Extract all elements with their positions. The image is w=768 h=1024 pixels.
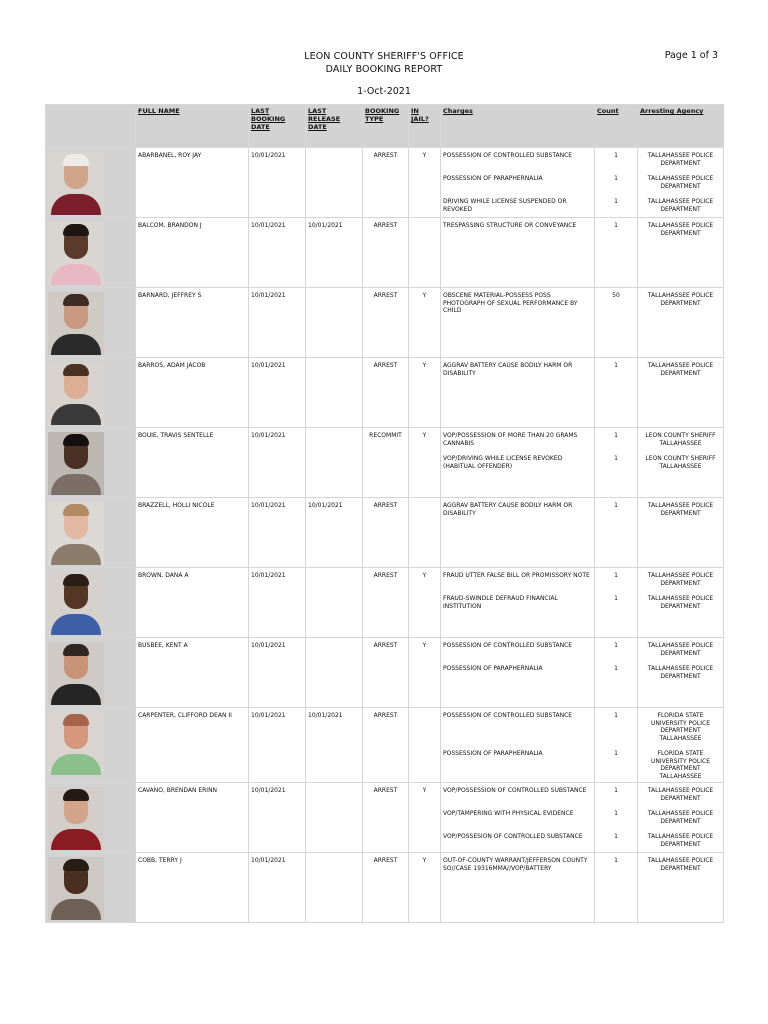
count-cell [595, 358, 638, 428]
count-cell [595, 218, 638, 288]
table-row [46, 638, 724, 708]
table-row [46, 498, 724, 568]
agency-cell [638, 638, 724, 708]
last-booking-date: 10/01/2021 [249, 638, 306, 708]
last-release-date: 10/01/2021 [306, 218, 363, 288]
photo-cell [46, 498, 136, 568]
agency-cell [638, 708, 724, 783]
charge-count: 1 [614, 642, 618, 649]
arresting-agency: TALLAHASSEE POLICE DEPARTMENT [647, 292, 714, 307]
last-booking-date: 10/01/2021 [249, 783, 306, 853]
mugshot-shirt [51, 474, 101, 495]
charge-description: FRAUD UTTER FALSE BILL OR PROMISSORY NOTE [443, 572, 590, 579]
arresting-agency: TALLAHASSEE POLICE DEPARTMENT [647, 857, 714, 872]
charge-description: AGGRAV BATTERY CAUSE BODILY HARM OR DISABILITY [443, 502, 573, 517]
arresting-agency: TALLAHASSEE POLICE DEPARTMENT [647, 572, 714, 587]
charge-count: 1 [614, 665, 618, 672]
mugshot-hair [63, 859, 89, 871]
charges-cell [441, 708, 595, 783]
charges-cell [441, 498, 595, 568]
table-body [46, 148, 724, 923]
mugshot-hair [63, 714, 89, 726]
in-jail [409, 498, 441, 568]
charges-cell [441, 853, 595, 923]
charge-count: 1 [614, 810, 618, 817]
arresting-agency: TALLAHASSEE POLICE DEPARTMENT [647, 595, 714, 610]
table-row [46, 568, 724, 638]
charge-count: 50 [612, 292, 620, 299]
full-name: BALCOM, BRANDON J [136, 218, 249, 288]
last-booking-date: 10/01/2021 [249, 428, 306, 498]
agency-cell [638, 358, 724, 428]
mugshot-shirt [51, 334, 101, 355]
booking-type: ARREST [363, 568, 409, 638]
booking-type: RECOMMIT [363, 428, 409, 498]
arresting-agency: FLORIDA STATE UNIVERSITY POLICE DEPARTMENT TALLAHASSEE [651, 750, 710, 780]
charge-count: 1 [614, 857, 618, 864]
booking-type: ARREST [363, 638, 409, 708]
mugshot-photo [48, 572, 104, 635]
arresting-agency: TALLAHASSEE POLICE DEPARTMENT [647, 787, 714, 802]
charge-count: 1 [614, 222, 618, 229]
last-booking-date: 10/01/2021 [249, 853, 306, 923]
report-date: 1-Oct-2021 [357, 86, 411, 97]
agency-cell [638, 853, 724, 923]
mugshot-hair [63, 294, 89, 306]
charge-description: DRIVING WHILE LICENSE SUSPENDED OR REVOKED [443, 198, 567, 213]
table-row [46, 218, 724, 288]
photo-cell [46, 638, 136, 708]
charges-cell [441, 148, 595, 218]
photo-cell [46, 428, 136, 498]
mugshot-hair [63, 789, 89, 801]
charges-cell [441, 783, 595, 853]
charges-cell [441, 218, 595, 288]
last-release-date: 10/01/2021 [306, 498, 363, 568]
table-row [46, 853, 724, 923]
charge-description: POSSESSION OF PARAPHERNALIA [443, 175, 543, 182]
last-release-date [306, 288, 363, 358]
charge-count: 1 [614, 787, 618, 794]
table-row [46, 358, 724, 428]
photo-cell [46, 218, 136, 288]
charge-count: 1 [614, 455, 618, 462]
photo-cell [46, 358, 136, 428]
arresting-agency: FLORIDA STATE UNIVERSITY POLICE DEPARTMENT TALLAHASSEE [651, 712, 710, 742]
mugshot-shirt [51, 684, 101, 705]
full-name: COBB, TERRY J [136, 853, 249, 923]
count-cell [595, 288, 638, 358]
mugshot-photo [48, 152, 104, 215]
in-jail: Y [409, 288, 441, 358]
mugshot-photo [48, 712, 104, 775]
charge-count: 1 [614, 750, 618, 757]
photo-cell [46, 853, 136, 923]
full-name: CARPENTER, CLIFFORD DEAN II [136, 708, 249, 783]
last-release-date [306, 568, 363, 638]
booking-type: ARREST [363, 218, 409, 288]
arresting-agency: TALLAHASSEE POLICE DEPARTMENT [647, 833, 714, 848]
charge-count: 1 [614, 432, 618, 439]
table-row [46, 783, 724, 853]
charge-count: 1 [614, 595, 618, 602]
report-title: DAILY BOOKING REPORT [325, 64, 443, 75]
mugshot-shirt [51, 404, 101, 425]
mugshot-shirt [51, 899, 101, 920]
office-name: LEON COUNTY SHERIFF'S OFFICE [304, 51, 464, 62]
booking-type: ARREST [363, 498, 409, 568]
col-booking-type: BOOKING TYPE [363, 105, 409, 148]
charge-description: VOP/TAMPERING WITH PHYSICAL EVIDENCE [443, 810, 574, 817]
charges-cell [441, 428, 595, 498]
photo-cell [46, 783, 136, 853]
last-booking-date: 10/01/2021 [249, 708, 306, 783]
charge-count: 1 [614, 175, 618, 182]
in-jail: Y [409, 568, 441, 638]
agency-cell [638, 783, 724, 853]
charge-description: VOP/POSSESSION OF MORE THAN 20 GRAMS CANNABIS [443, 432, 578, 447]
mugshot-hair [63, 364, 89, 376]
in-jail [409, 218, 441, 288]
charge-count: 1 [614, 502, 618, 509]
mugshot-hair [63, 504, 89, 516]
agency-cell [638, 288, 724, 358]
col-arresting-agency: Arresting Agency [638, 105, 724, 148]
charge-count: 1 [614, 712, 618, 719]
photo-cell [46, 288, 136, 358]
mugshot-hair [63, 224, 89, 236]
mugshot-photo [48, 642, 104, 705]
mugshot-shirt [51, 754, 101, 775]
charge-description: POSSESSION OF CONTROLLED SUBSTANCE [443, 712, 573, 719]
last-release-date [306, 853, 363, 923]
table-row [46, 428, 724, 498]
charge-description: OUT-OF-COUNTY WARRANT/JEFFERSON COUNTY SO//CASE 19316MMA//VOP/BATTERY [443, 857, 588, 872]
in-jail: Y [409, 783, 441, 853]
table-row [46, 708, 724, 783]
mugshot-shirt [51, 194, 101, 215]
mugshot-photo [48, 502, 104, 565]
charge-description: TRESPASSING STRUCTURE OR CONVEYANCE [443, 222, 577, 229]
arresting-agency: TALLAHASSEE POLICE DEPARTMENT [647, 175, 714, 190]
count-cell [595, 568, 638, 638]
agency-cell [638, 218, 724, 288]
arresting-agency: TALLAHASSEE POLICE DEPARTMENT [647, 198, 714, 213]
in-jail: Y [409, 638, 441, 708]
mugshot-hair [63, 574, 89, 586]
booking-type: ARREST [363, 853, 409, 923]
count-cell [595, 853, 638, 923]
charges-cell [441, 568, 595, 638]
mugshot-photo [48, 857, 104, 920]
mugshot-photo [48, 222, 104, 285]
booking-type: ARREST [363, 148, 409, 218]
charge-count: 1 [614, 833, 618, 840]
last-booking-date: 10/01/2021 [249, 358, 306, 428]
mugshot-shirt [51, 829, 101, 850]
mugshot-shirt [51, 544, 101, 565]
count-cell [595, 708, 638, 783]
full-name: BROWN, DANA A [136, 568, 249, 638]
in-jail [409, 708, 441, 783]
charge-description: VOP/POSSESION OF CONTROLLED SUBSTANCE [443, 833, 583, 840]
last-release-date [306, 428, 363, 498]
last-booking-date: 10/01/2021 [249, 498, 306, 568]
last-booking-date: 10/01/2021 [249, 218, 306, 288]
full-name: BUSBEE, KENT A [136, 638, 249, 708]
arresting-agency: TALLAHASSEE POLICE DEPARTMENT [647, 362, 714, 377]
col-in-jail: IN JAIL? [409, 105, 441, 148]
charge-description: POSSESSION OF CONTROLLED SUBSTANCE [443, 152, 573, 159]
arresting-agency: TALLAHASSEE POLICE DEPARTMENT [647, 642, 714, 657]
full-name: BOUIE, TRAVIS SENTELLE [136, 428, 249, 498]
count-cell [595, 148, 638, 218]
in-jail: Y [409, 428, 441, 498]
agency-cell [638, 428, 724, 498]
photo-cell [46, 148, 136, 218]
arresting-agency: TALLAHASSEE POLICE DEPARTMENT [647, 665, 714, 680]
mugshot-photo [48, 292, 104, 355]
full-name: ABARBANEL, ROY JAY [136, 148, 249, 218]
charge-description: FRAUD-SWINDLE DEFRAUD FINANCIAL INSTITUTION [443, 595, 558, 610]
mugshot-shirt [51, 264, 101, 285]
in-jail: Y [409, 358, 441, 428]
charge-count: 1 [614, 362, 618, 369]
booking-type: ARREST [363, 358, 409, 428]
booking-table [45, 104, 724, 923]
last-booking-date: 10/01/2021 [249, 568, 306, 638]
last-release-date [306, 358, 363, 428]
booking-type: ARREST [363, 783, 409, 853]
col-count: Count [595, 105, 638, 148]
table-row [46, 148, 724, 218]
booking-type: ARREST [363, 288, 409, 358]
charge-count: 1 [614, 152, 618, 159]
col-last-booking-date: LAST BOOKING DATE [249, 105, 306, 148]
mugshot-hair [63, 644, 89, 656]
arresting-agency: TALLAHASSEE POLICE DEPARTMENT [647, 810, 714, 825]
photo-cell [46, 708, 136, 783]
col-charges: Charges [441, 105, 595, 148]
last-release-date [306, 148, 363, 218]
report-header [0, 50, 768, 76]
charge-description: VOP/DRIVING WHILE LICENSE REVOKED (HABITUAL OFFENDER) [443, 455, 563, 470]
page-number: Page 1 of 3 [664, 50, 718, 61]
table-row [46, 288, 724, 358]
charge-count: 1 [614, 198, 618, 205]
charge-count: 1 [614, 572, 618, 579]
in-jail: Y [409, 853, 441, 923]
col-last-release-date: LAST RELEASE DATE [306, 105, 363, 148]
full-name: BRAZZELL, HOLLI NICOLE [136, 498, 249, 568]
last-booking-date: 10/01/2021 [249, 148, 306, 218]
count-cell [595, 783, 638, 853]
mugshot-photo [48, 362, 104, 425]
count-cell [595, 428, 638, 498]
charge-description: VOP/POSSESSION OF CONTROLLED SUBSTANCE [443, 787, 587, 794]
last-booking-date: 10/01/2021 [249, 288, 306, 358]
agency-cell [638, 498, 724, 568]
charges-cell [441, 638, 595, 708]
mugshot-shirt [51, 614, 101, 635]
booking-type: ARREST [363, 708, 409, 783]
arresting-agency: LEON COUNTY SHERIFF TALLAHASSEE [645, 455, 716, 470]
agency-cell [638, 568, 724, 638]
last-release-date [306, 783, 363, 853]
mugshot-hair [63, 434, 89, 446]
mugshot-photo [48, 432, 104, 495]
charge-description: OBSCENE MATERIAL-POSSESS POSS PHOTOGRAPH OF SEXUAL PERFORMANCE BY CHILD [443, 292, 578, 315]
arresting-agency: LEON COUNTY SHERIFF TALLAHASSEE [645, 432, 716, 447]
last-release-date: 10/01/2021 [306, 708, 363, 783]
arresting-agency: TALLAHASSEE POLICE DEPARTMENT [647, 222, 714, 237]
photo-cell [46, 568, 136, 638]
col-full-name: FULL NAME [136, 105, 249, 148]
full-name: BARROS, ADAM JACOB [136, 358, 249, 428]
charge-description: POSSESSION OF PARAPHERNALIA [443, 750, 543, 757]
count-cell [595, 638, 638, 708]
col-photo [46, 105, 136, 148]
mugshot-photo [48, 787, 104, 850]
charge-description: POSSESSION OF PARAPHERNALIA [443, 665, 543, 672]
charges-cell [441, 288, 595, 358]
full-name: CAVANO, BRENDAN ERINN [136, 783, 249, 853]
charge-description: AGGRAV BATTERY CAUSE BODILY HARM OR DISABILITY [443, 362, 573, 377]
last-release-date [306, 638, 363, 708]
charges-cell [441, 358, 595, 428]
charge-description: POSSESSION OF CONTROLLED SUBSTANCE [443, 642, 573, 649]
arresting-agency: TALLAHASSEE POLICE DEPARTMENT [647, 152, 714, 167]
count-cell [595, 498, 638, 568]
full-name: BARNARD, JEFFREY S [136, 288, 249, 358]
agency-cell [638, 148, 724, 218]
table-header-row [46, 105, 724, 148]
in-jail: Y [409, 148, 441, 218]
mugshot-hair [63, 154, 89, 166]
arresting-agency: TALLAHASSEE POLICE DEPARTMENT [647, 502, 714, 517]
